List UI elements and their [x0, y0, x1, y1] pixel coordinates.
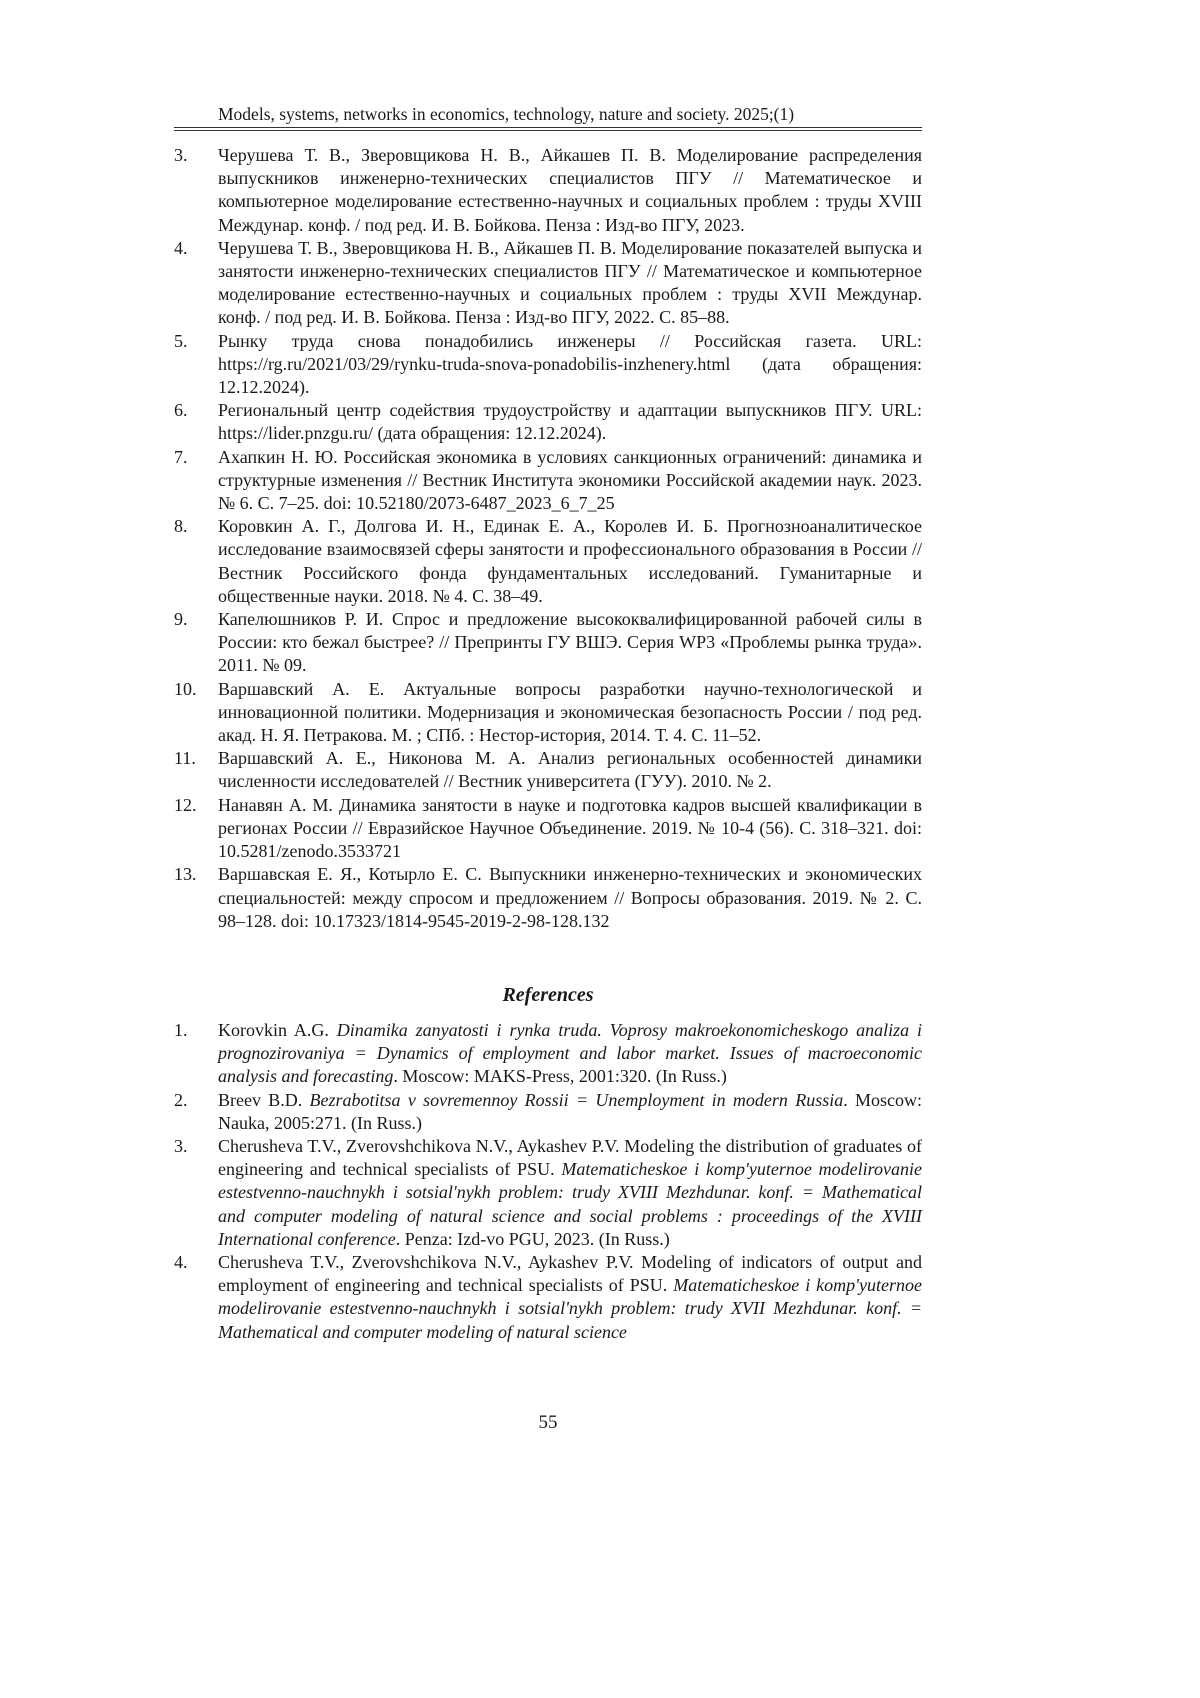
reference-item	[174, 608, 922, 678]
reference-number: 2.	[174, 1089, 188, 1110]
reference-text	[218, 1020, 922, 1086]
reference-text: Ахапкин Н. Ю. Российская экономика в условиях санкционных ограничений: динамика и структурные изменения // Вестник Института экономики Российской академии наук. 2023. № 6. С. 7–25. doi: 10.52180/2073-6487_2023_6_7_25	[218, 446, 922, 514]
references-heading: References	[502, 984, 594, 1006]
page-number: 55	[538, 1412, 558, 1433]
reference-italic-title: Bezrabotitsa v sovremennoy Rossii = Unemployment in modern Russia	[309, 1089, 844, 1110]
reference-number: 9.	[174, 609, 188, 630]
reference-item	[174, 446, 922, 516]
english-reference-list	[174, 1019, 922, 1344]
reference-plain-text: . Moscow: MAKS-Press, 2001:320. (In Russ.)	[393, 1066, 727, 1087]
reference-plain-text: . Moscow: Nauka, 2005:271. (In Russ.)	[218, 1089, 922, 1133]
reference-item	[174, 515, 922, 608]
reference-text	[218, 1252, 922, 1342]
reference-number: 4.	[174, 1252, 188, 1273]
reference-number: 7.	[174, 446, 188, 467]
reference-plain-text: Cherusheva T.V., Zverovshchikova N.V., Aykashev P.V. Modeling of indicators of output and employment of engineering and technical specialists of PSU.	[218, 1252, 922, 1296]
reference-item	[174, 678, 922, 748]
reference-text: Нанавян А. М. Динамика занятости в науке и подготовка кадров высшей квалификации в регионах России // Евразийское Научное Объединение. 2019. № 10-4 (56). С. 318–321. doi: 10.5281/zenodo.3533721	[218, 794, 922, 862]
reference-item	[174, 237, 922, 330]
reference-text: Варшавская Е. Я., Котырло Е. С. Выпускники инженерно-технических и экономических специальностей: между спросом и предложением // Вопросы образования. 2019. № 2. С. 98–128. doi: 10.17323/1814-9545-2019-2-98-128.132	[218, 864, 922, 931]
reference-text: Рынку труда снова понадобились инженеры // Российская газета. URL: https://rg.ru/2021/03/29/rynku-truda-snova-ponadobilis-inzhenery.html (дата обращения: 12.12.2024).	[218, 330, 922, 398]
reference-item	[174, 1135, 922, 1251]
header-double-rule	[174, 127, 922, 131]
reference-plain-text: Cherusheva T.V., Zverovshchikova N.V., Aykashev P.V. Modeling the distribution of graduates of engineering and technical specialists of PSU.	[218, 1136, 922, 1180]
reference-text: Черушева Т. В., Зверовщикова Н. В., Айкашев П. В. Моделирование распределения выпускников инженерно-технических специалистов ПГУ // Математическое и компьютерное моделирование естественно-научных и социальных проблем : труды XVIII Междунар. конф. / под ред. И. В. Бойкова. Пенза : Изд-во ПГУ, 2023.	[218, 145, 922, 235]
reference-text: Коровкин А. Г., Долгова И. Н., Единак Е. А., Королев И. Б. Прогнозноаналитическое исследование взаимосвязей сферы занятости и профессионального образования в России // Вестник Российского фонда фундаментальных исследований. Гуманитарные и общественные науки. 2018. № 4. С. 38–49.	[218, 516, 922, 606]
reference-text: Региональный центр содействия трудоустройству и адаптации выпускников ПГУ. URL: https://lider.pnzgu.ru/ (дата обращения: 12.12.2024).	[218, 400, 922, 444]
reference-item	[174, 144, 922, 237]
reference-item	[174, 794, 922, 864]
reference-item	[174, 863, 922, 933]
reference-item	[174, 330, 922, 400]
reference-plain-text: Korovkin A.G.	[218, 1020, 337, 1040]
russian-reference-list	[174, 144, 922, 933]
reference-text: Варшавский А. Е., Никонова М. А. Анализ региональных особенностей динамики численности исследователей // Вестник университета (ГУУ). 2010. № 2.	[218, 748, 922, 792]
reference-number: 5.	[174, 330, 188, 351]
reference-item	[174, 1251, 922, 1344]
reference-number: 12.	[174, 794, 197, 815]
reference-number: 13.	[174, 864, 197, 885]
reference-item	[174, 1019, 922, 1089]
reference-number: 3.	[174, 1136, 188, 1157]
reference-number: 6.	[174, 400, 188, 421]
reference-text	[218, 1136, 922, 1249]
reference-text	[218, 1090, 922, 1133]
reference-number: 1.	[174, 1020, 188, 1040]
reference-text: Черушева Т. В., Зверовщикова Н. В., Айкашев П. В. Моделирование показателей выпуска и занятости инженерно-технических специалистов ПГУ // Математическое и компьютерное моделирование естественно-научных и социальных проблем : труды XVII Междунар. конф. / под ред. И. В. Бойкова. Пенза : Изд-во ПГУ, 2022. С. 85–88.	[218, 237, 922, 328]
reference-plain-text: Breev B.D.	[218, 1089, 310, 1110]
reference-item	[174, 1089, 922, 1135]
reference-italic-title: Dinamika zanyatosti i rynka truda. Voprosy makroekonomicheskogo analiza i prognozirovaniya = Dynamics of employment and labor market. Issues of macroeconomic analysis and forecasting	[218, 1020, 922, 1087]
reference-text: Варшавский А. Е. Актуальные вопросы разработки научно-технологической и инновационной политики. Модернизация и экономическая безопасность России / под ред. акад. Н. Я. Петракова. М. ; СПб. : Нестор-история, 2014. Т. 4. С. 11–52.	[218, 678, 922, 746]
reference-number: 11.	[174, 748, 196, 769]
reference-italic-title: Matematicheskoe i komp'yuternoe modelirovanie estestvenno-nauchnykh i sotsial'nykh problem: trudy XVII Mezhdunar. konf. = Mathematical and computer modeling of natural science	[218, 1275, 922, 1342]
reference-text: Капелюшников Р. И. Спрос и предложение высококвалифицированной рабочей силы в России: кто бежал быстрее? // Препринты ГУ ВШЭ. Серия WP3 «Проблемы рынка труда». 2011. № 09.	[218, 609, 922, 676]
reference-item	[174, 747, 922, 793]
reference-number: 3.	[174, 145, 188, 165]
reference-italic-title: Matematicheskoe i komp'yuternoe modelirovanie estestvenno-nauchnykh i sotsial'nykh problem: trudy XVIII Mezhdunar. konf. = Mathematical and computer modeling of natural science and social problems : proceedings of the XVIII International conference	[218, 1159, 922, 1249]
reference-number: 4.	[174, 237, 188, 258]
reference-item	[174, 399, 922, 445]
reference-number: 10.	[174, 678, 197, 699]
reference-number: 8.	[174, 516, 188, 537]
running-header: Models, systems, networks in economics, technology, nature and society. 2025;(1)	[218, 104, 795, 124]
reference-plain-text: . Penza: Izd-vo PGU, 2023. (In Russ.)	[395, 1228, 670, 1249]
